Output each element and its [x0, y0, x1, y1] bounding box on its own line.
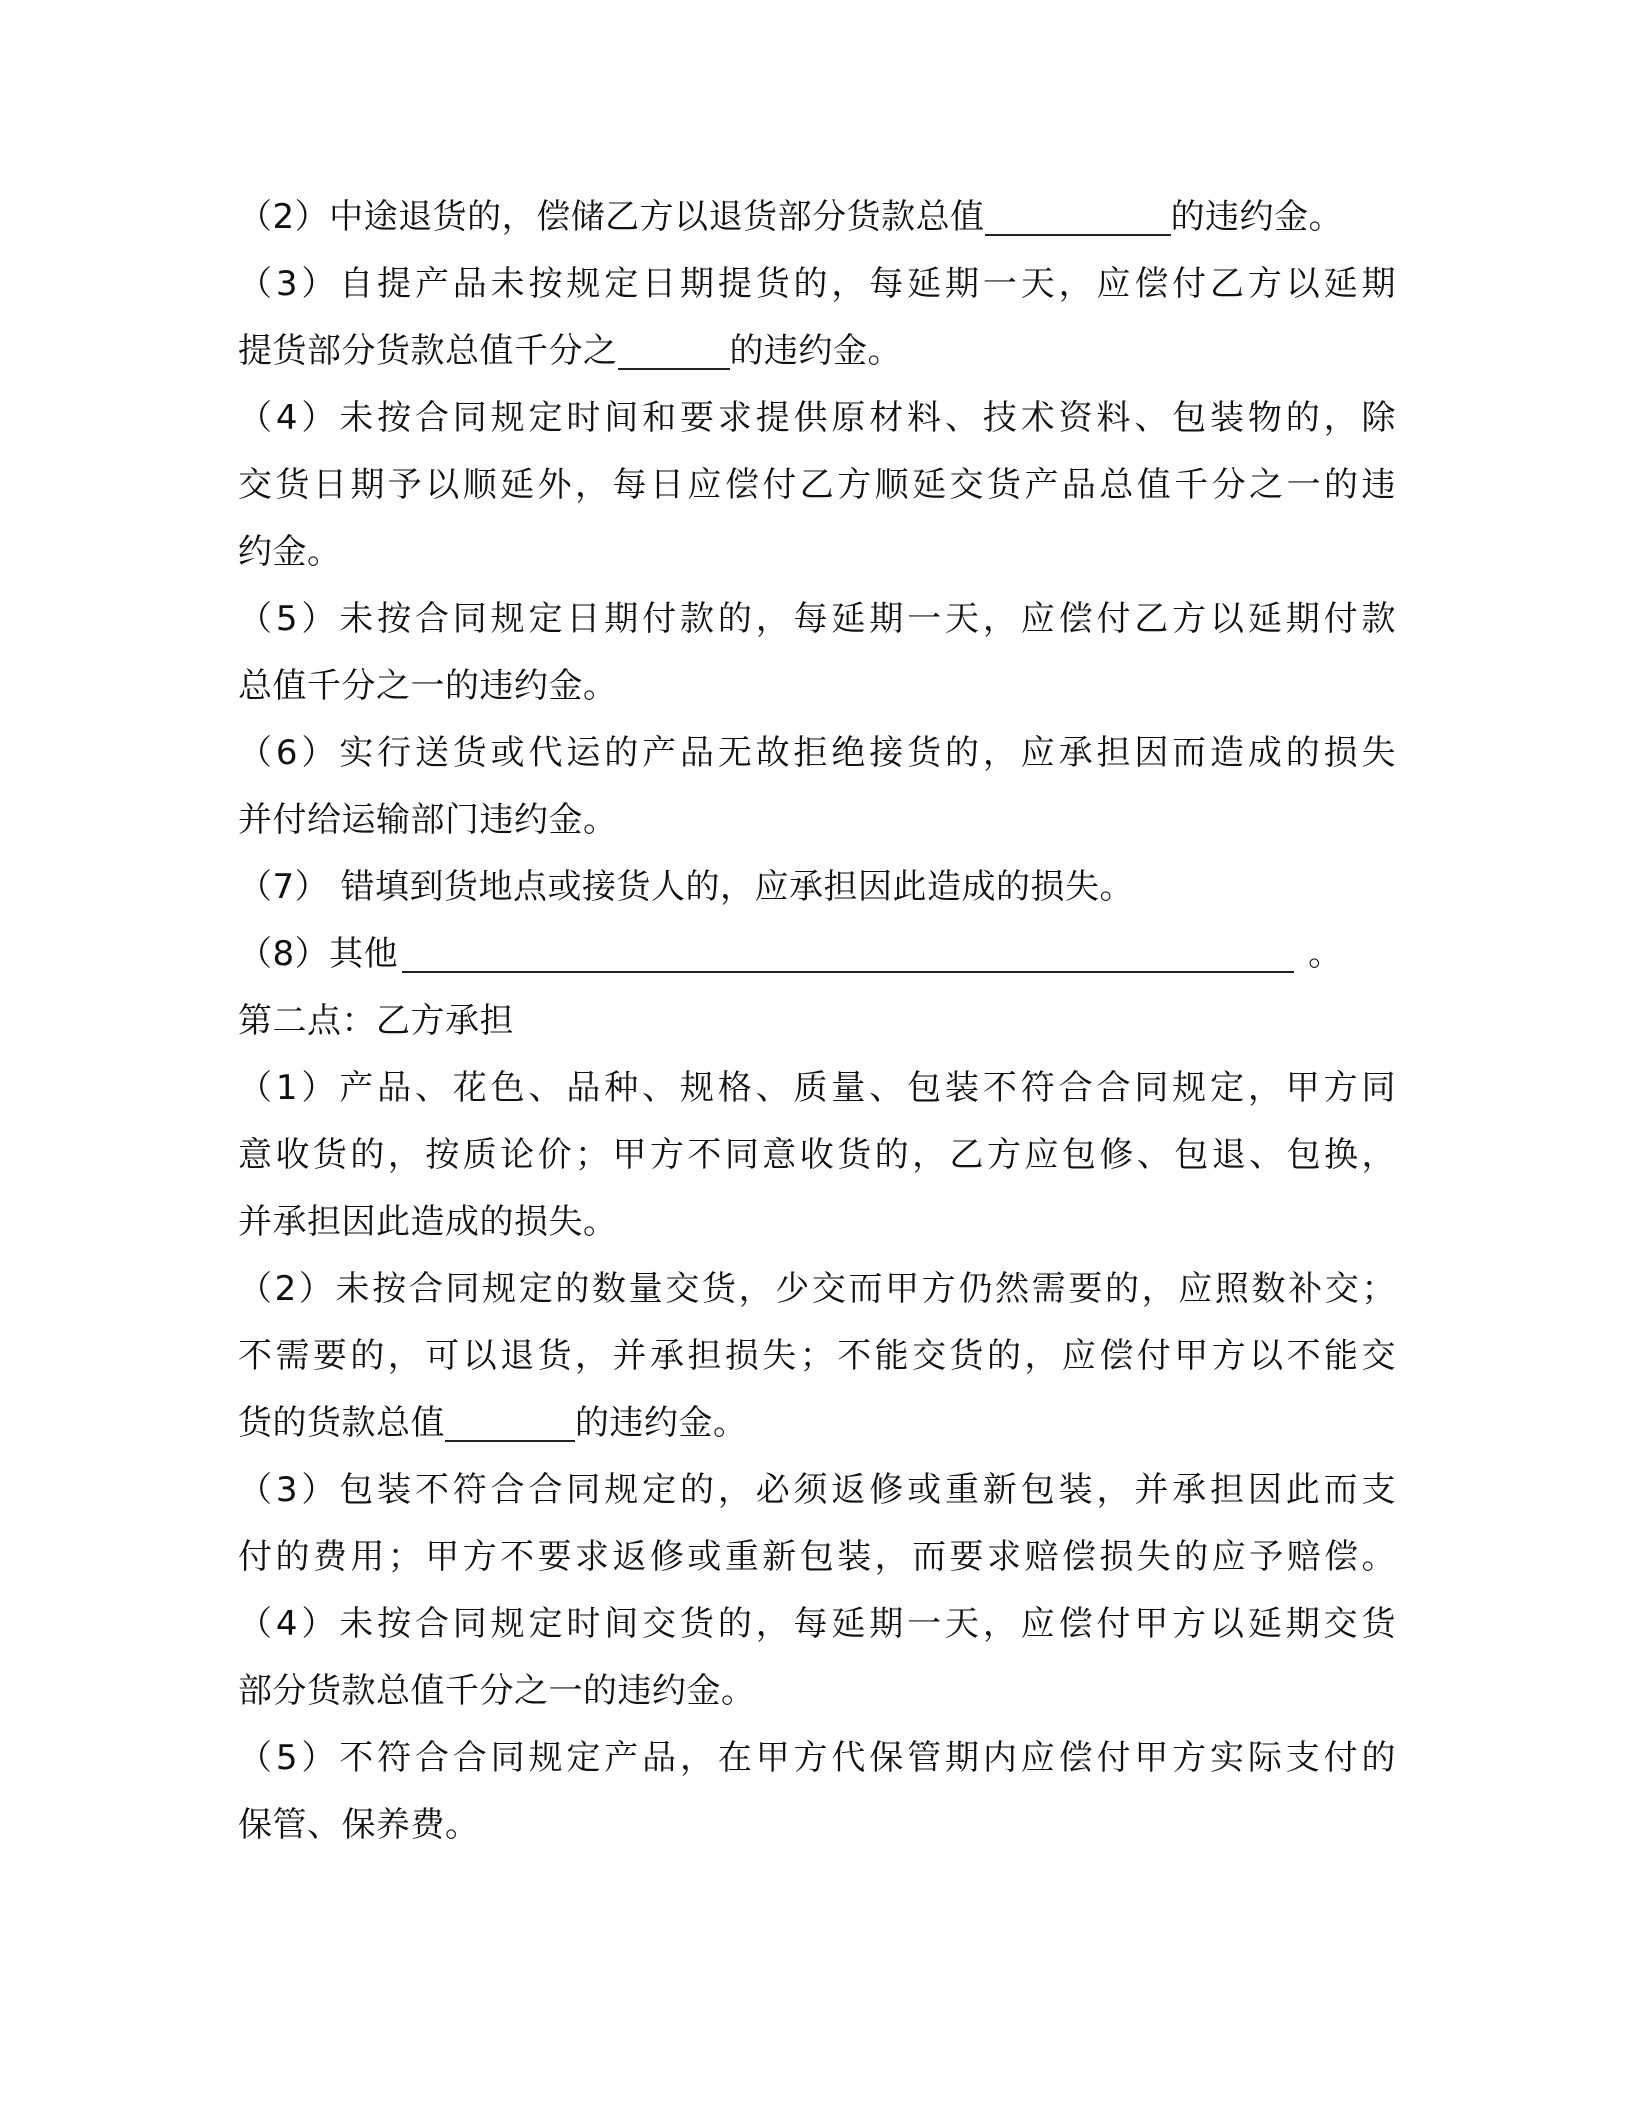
clause-a7-line1: （7） 错填到货地点或接货人的，应承担因此造成的损失。: [238, 867, 1134, 907]
clause-a4-line2: 交货日期予以顺延外，每日应偿付乙方顺延交货产品总值千分之一的违: [238, 465, 1396, 505]
clause-a3-line1: （3）自提产品未按规定日期提货的，每延期一天，应偿付乙方以延期: [238, 264, 1396, 304]
clause-b5-line2: 保管、保养费。: [238, 1805, 480, 1845]
clause-a3-text: 提货部分货款总值千分之: [238, 331, 618, 371]
clause-a5-line2: 总值千分之一的违约金。: [238, 666, 618, 706]
clause-a8: [238, 921, 1396, 988]
clause-a2: [238, 184, 1396, 251]
clause-b1-line2: 意收货的，按质论价；甲方不同意收货的，乙方应包修、包退、包换，: [238, 1135, 1396, 1175]
clause-b4-line2: 部分货款总值千分之一的违约金。: [238, 1671, 756, 1711]
clause-b1-line3: 并承担因此造成的损失。: [238, 1202, 618, 1242]
clause-b2-line3: [238, 1390, 1396, 1457]
clause-b2-text: 货的货款总值: [238, 1403, 445, 1443]
blank-field[interactable]: [985, 190, 1171, 236]
blank-field[interactable]: [618, 324, 730, 370]
clause-b2-tail: 的违约金。: [575, 1403, 748, 1443]
clause-a2-tail: 的违约金。: [1170, 197, 1344, 237]
clause-a5-line1: （5）未按合同规定日期付款的，每延期一天，应偿付乙方以延期付款: [238, 599, 1396, 639]
clause-b2-line1: （2）未按合同规定的数量交货，少交而甲方仍然需要的，应照数补交；: [238, 1269, 1396, 1309]
clause-a3-tail: 的违约金。: [729, 331, 902, 371]
clause-b5-line1: （5）不符合合同规定产品，在甲方代保管期内应偿付甲方实际支付的: [238, 1738, 1396, 1778]
blank-field[interactable]: [402, 927, 1294, 973]
document-page: [238, 184, 1396, 1859]
clause-a6-line2: 并付给运输部门违约金。: [238, 800, 618, 840]
clause-a2-text: （2）中途退货的，偿储乙方以退货部分货款总值: [238, 197, 985, 237]
clause-a6-line1: （6）实行送货或代运的产品无故拒绝接货的，应承担因而造成的损失: [238, 733, 1396, 773]
clause-b3-line1: （3）包装不符合合同规定的，必须返修或重新包装，并承担因此而支: [238, 1470, 1396, 1510]
clause-b3-line2: 付的费用；甲方不要求返修或重新包装，而要求赔偿损失的应予赔偿。: [238, 1537, 1396, 1577]
clause-a4-line1: （4）未按合同规定时间和要求提供原材料、技术资料、包装物的，除: [238, 398, 1396, 438]
clause-a3-line2: [238, 318, 1396, 385]
clause-a8-tail: 。: [1308, 934, 1343, 974]
clause-a4-line3: 约金。: [238, 532, 342, 572]
section-heading: 第二点：乙方承担: [238, 1001, 514, 1041]
clause-b4-line1: （4）未按合同规定时间交货的，每延期一天，应偿付甲方以延期交货: [238, 1604, 1396, 1644]
blank-field[interactable]: [445, 1396, 575, 1442]
clause-b1-line1: （1）产品、花色、品种、规格、质量、包装不符合合同规定，甲方同: [238, 1068, 1396, 1108]
clause-a8-text: （8）其他: [238, 934, 399, 974]
clause-b2-line2: 不需要的，可以退货，并承担损失；不能交货的，应偿付甲方以不能交: [238, 1336, 1396, 1376]
